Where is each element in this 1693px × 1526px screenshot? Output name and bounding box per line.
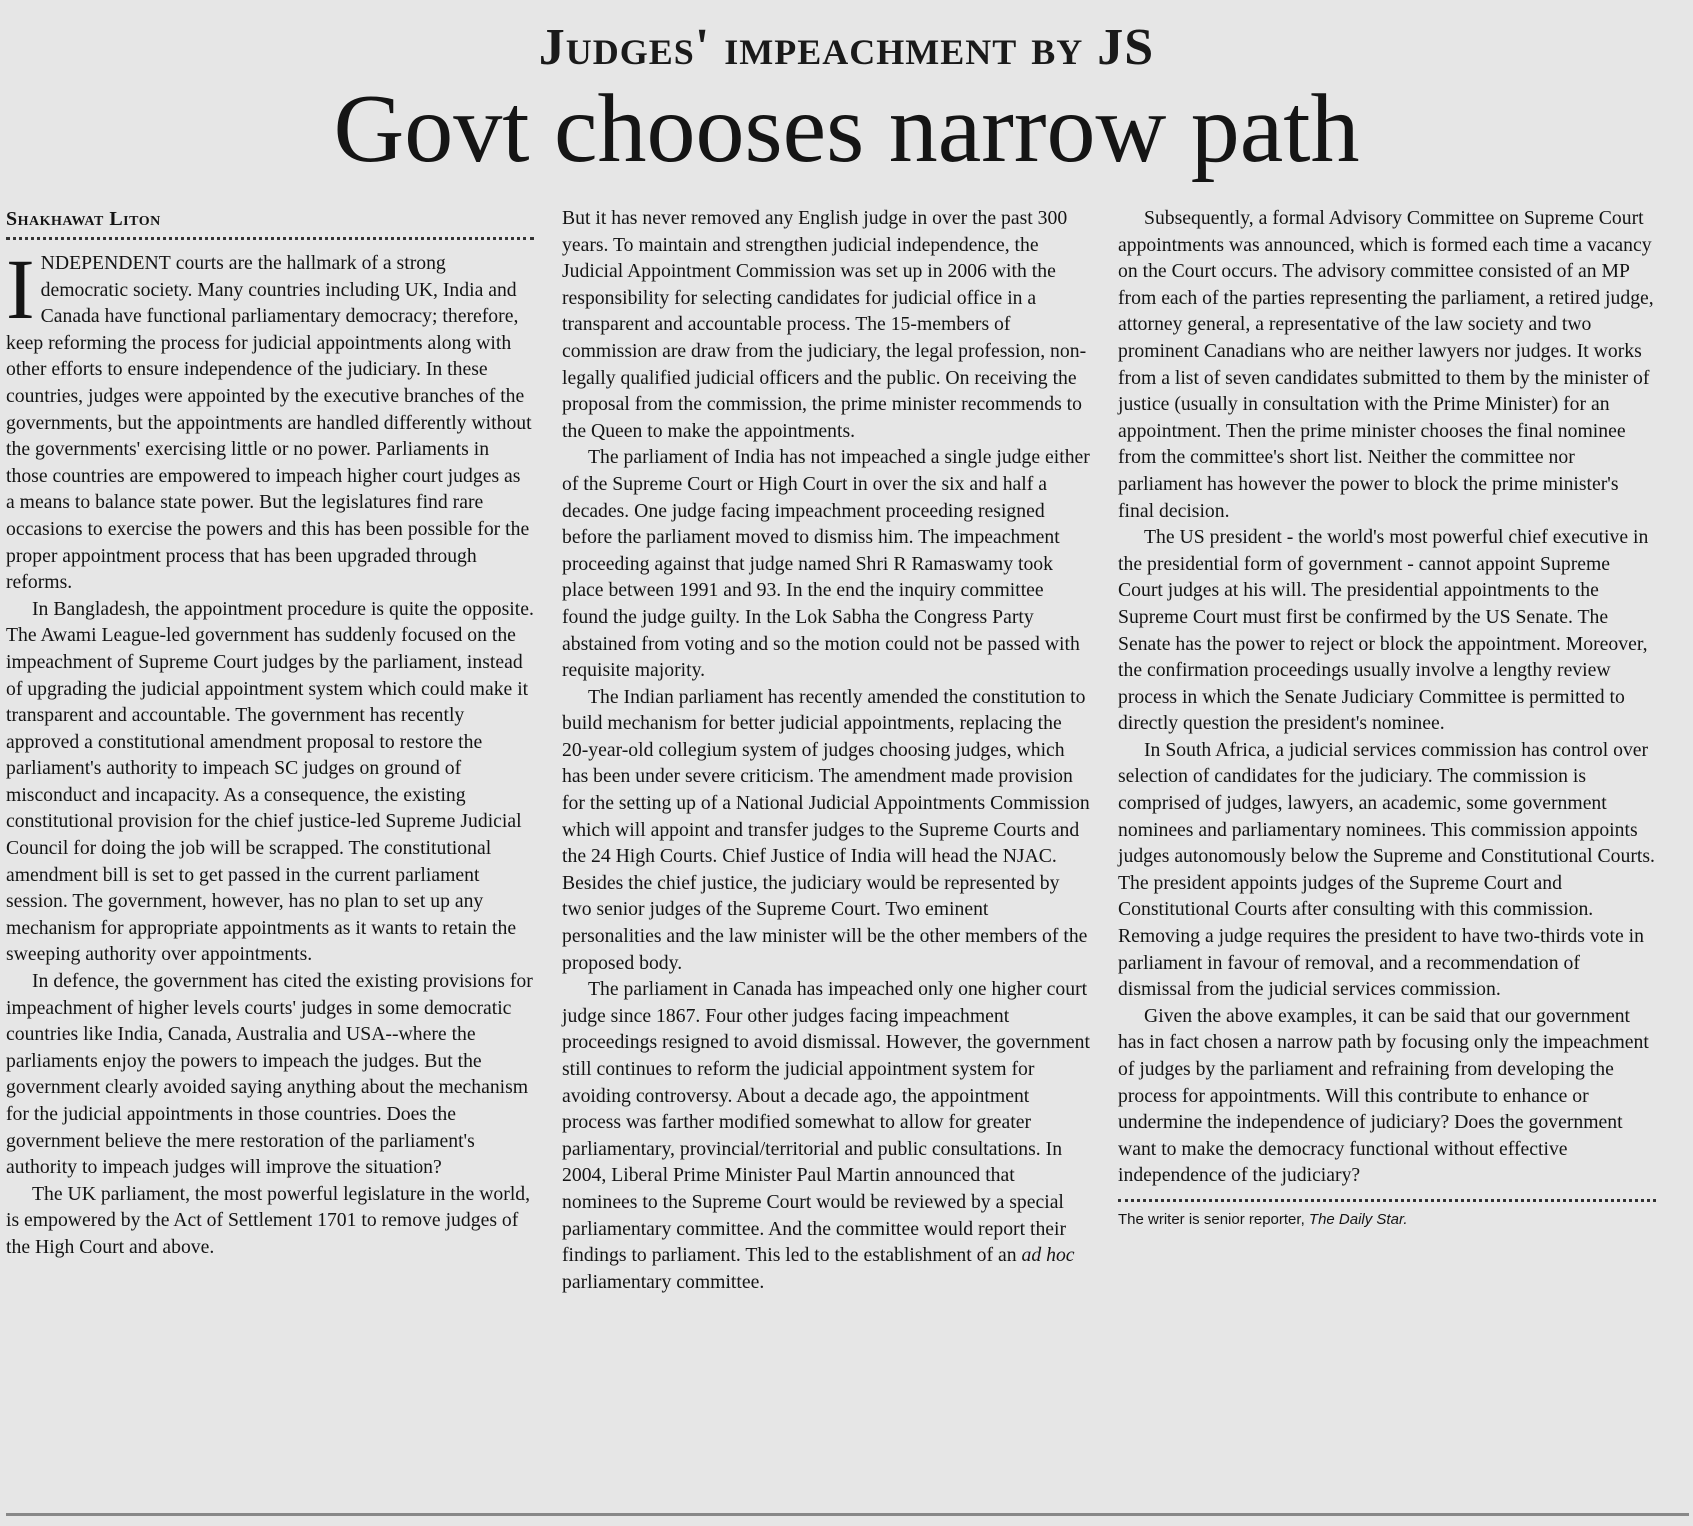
paragraph-8-end: parliamentary committee. (562, 1270, 765, 1293)
paragraph-10: The US president - the world's most powerful chief executive in the presidential form of government - cannot appoint Supreme Court judges at his will. The presidential appointments to the Supreme Court must first be confirmed by the US Senate. The Senate has the power to reject or block the appointment. Moreover, the confirmation proceedings usually involve a lengthy review process in which the Senate Judiciary Committee is permitted to directly question the president's nominee. (1118, 526, 1649, 735)
drop-cap: I (6, 241, 35, 337)
writer-note (1118, 1210, 1656, 1230)
paragraph-5: But it has never removed any English judge in over the past 300 years. To maintain and strengthen judicial independence, the Judicial Appointment Commission was set up in 2006 with the responsibility for selecting candidates for judicial office in a transparent and accountable process. The 15-members of commission are draw from the judiciary, the legal profession, non-legally qualified judicial officers and the public. On receiving the proposal from the commission, the prime minister recommends to the Queen to make the appointments. (562, 207, 1087, 442)
paragraph-8 (562, 976, 1092, 1295)
paragraph-2: In Bangladesh, the appointment procedure is quite the opposite. The Awami League-led government has suddenly focused on the impeachment of Supreme Court judges by the parliament, instead of upgrading the judicial appointment system which could make it transparent and accountable. The government has recently approved a constitutional amendment proposal to restore the parliament's authority to impeach SC judges on ground of misconduct and incapacity. As a consequence, the existing constitutional provision for the chief justice-led Supreme Judicial Council for doing the job will be scrapped. The constitutional amendment bill is set to get passed in the current parliament session. The government, however, has no plan to set up any mechanism for appropriate appointments as it wants to retain the sweeping authority over appointments. (6, 597, 534, 966)
paragraph-11: In South Africa, a judicial services commission has control over selection of candidates for the judiciary. The commission is comprised of judges, lawyers, an academic, some government nominees and parliamentary nominees. This commission appoints judges autonomously below the Supreme and Constitutional Courts. The president appoints judges of the Supreme Court and Constitutional Courts after consulting with this commission. Removing a judge requires the president to have two-thirds vote in parliament in favour of removal, and a recommendation of dismissal from the judicial services commission. (1118, 738, 1655, 1001)
footer-divider (1118, 1199, 1656, 1202)
article-headline: Govt chooses narrow path (333, 75, 1360, 183)
lead-caps: NDEPENDENT (40, 252, 171, 274)
paragraph-12: Given the above examples, it can be said that our government has in fact chosen a narrow path by focusing only the impeachment of judges by the parliament and refraining from developing the process for appointments. Will this contribute to enhance or undermine the independence of judiciary? Does the government want to make the democracy functional without effective independence of the judiciary? (1118, 1004, 1649, 1187)
paragraph-1-text: courts are the hallmark of a strong democratic society. Many countries including UK, India and Canada have functional parliamentary democracy; therefore, keep reforming the process for judicial appointments along with other efforts to ensure independence of the judiciary. In these countries, judges were appointed by the executive branches of the governments, but the appointments are handled differently without the governments' exercising little or no power. Parliaments in those countries are empowered to impeach higher court judges as a means to balance state power. But the legislatures find rare occasions to exercise the powers and this has been possible for the proper appointment process that has been upgraded through reforms. (6, 252, 532, 594)
column-1 (6, 205, 534, 1496)
byline: Shakhawat Liton (6, 208, 161, 230)
paragraph-9: Subsequently, a formal Advisory Committee on Supreme Court appointments was announced, which is formed each time a vacancy on the Court occurs. The advisory committee consisted of an MP from each of the parties representing the parliament, a retired judge, attorney general, a representative of the law society and two prominent Canadians who are neither lawyers nor judges. It works from a list of seven candidates submitted to them by the minister of justice (usually in consultation with the Prime Minister) for an appointment. Then the prime minister chooses the final nominee from the committee's short list. Neither the committee nor parliament has however the power to block the prime minister's final decision. (1118, 207, 1654, 522)
paragraph-1 (6, 241, 534, 596)
paragraph-7: The Indian parliament has recently amended the constitution to build mechanism for better judicial appointments, replacing the 20-year-old collegium system of judges choosing judges, which has been under severe criticism. The amendment made provision for the setting up of a National Judicial Appointments Commission which will appoint and transfer judges to the Supreme Courts and the 24 High Courts. Chief Justice of India will head the NJAC. Besides the chief justice, the judiciary would be represented by two senior judges of the Supreme Court. Two eminent personalities and the law minister will be the other members of the proposed body. (562, 685, 1090, 974)
paragraph-4: The UK parliament, the most powerful legislature in the world, is empowered by the Act of Settlement 1701 to remove judges of the High Court and above. (6, 1182, 531, 1258)
writer-note-text: The writer is senior reporter, (1118, 1210, 1309, 1228)
byline-divider (6, 237, 534, 240)
bottom-rule (6, 1513, 1689, 1516)
column-3 (1118, 205, 1656, 1496)
article-kicker: Judges' impeachment by JS (538, 19, 1155, 76)
publication-name: The Daily Star. (1308, 1210, 1408, 1228)
paragraph-8-text: The parliament in Canada has impeached only one higher court judge since 1867. Four other judges facing impeachment proceedings resigned to avoid dismissal. However, the government still continues to reform the judicial appointment system for avoiding controversy. About a decade ago, the appointment process was farther modified somewhat to allow for greater parliamentary, provincial/territorial and public consultations. In 2004, Liberal Prime Minister Paul Martin announced that nominees to the Supreme Court would be reviewed by a special parliamentary committee. And the committee would report their findings to parliament. This led to the establishment of an (562, 978, 1090, 1267)
ad-hoc-italic: ad hoc (1021, 1244, 1075, 1267)
column-2 (562, 205, 1092, 1496)
paragraph-3: In defence, the government has cited the existing provisions for impeachment of higher levels courts' judges in some democratic countries like India, Canada, Australia and USA--where the parliaments enjoy the powers to impeach the judges. But the government clearly avoided saying anything about the mechanism for the judicial appointments in those countries. Does the government believe the mere restoration of the parliament's authority to impeach judges will improve the situation? (6, 970, 533, 1179)
paragraph-6: The parliament of India has not impeached a single judge either of the Supreme Court or High Court in over the six and half a decades. One judge facing impeachment proceeding resigned before the parliament moved to dismiss him. The impeachment proceeding against that judge named Shri R Ramaswamy took place between 1991 and 93. In the end the inquiry committee found the judge guilty. In the Lok Sabha the Congress Party abstained from voting and so the motion could not be passed with requisite majority. (562, 446, 1090, 682)
